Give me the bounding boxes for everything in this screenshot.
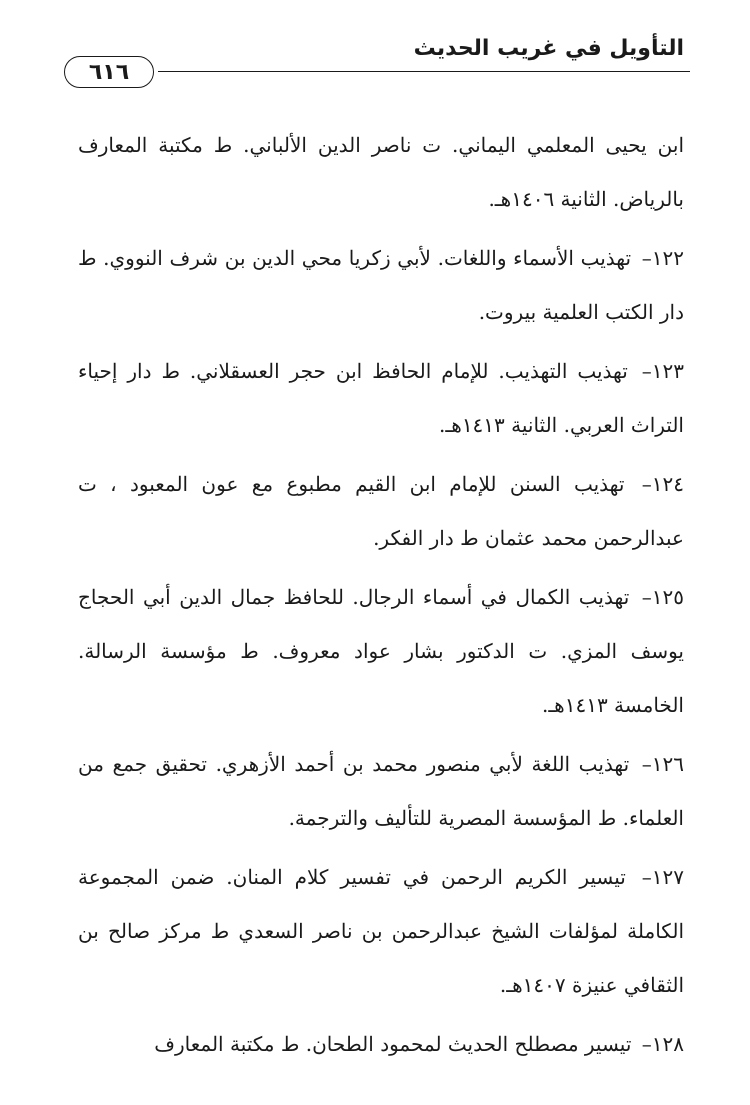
entry-text: تهذيب السنن للإمام ابن القيم مطبوع مع عون المعبود ، ت عبدالرحمن محمد عثمان ط دار الفكر. (78, 472, 684, 550)
entry-text: ابن يحيى المعلمي اليماني. ت ناصر الدين الألباني. ط مكتبة المعارف بالرياض. الثانية ١٤٠٦هـ. (78, 133, 684, 211)
entry-text: تيسير الكريم الرحمن في تفسير كلام المنان. ضمن المجموعة الكاملة لمؤلفات الشيخ عبدالرحمن بن ناصر السعدي ط مركز صالح بن الثقافي عنيزة ١٤٠٧هـ. (78, 865, 684, 997)
entry-text: تهذيب الأسماء واللغات. لأبي زكريا محي الدين بن شرف النووي. ط دار الكتب العلمية بيروت. (78, 246, 684, 324)
running-title: التأويل في غريب الحديث (413, 36, 684, 61)
bibliography-entry-126 (78, 737, 684, 845)
entry-number: ١٢٨– (641, 1032, 684, 1056)
entry-text: تهذيب الكمال في أسماء الرجال. للحافظ جمال الدين أبي الحجاج يوسف المزي. ت الدكتور بشار عواد معروف. ط مؤسسة الرسالة. الخامسة ١٤١٣هـ. (78, 585, 684, 717)
page-number-badge (64, 56, 154, 88)
bibliography-entry-125 (78, 570, 684, 732)
page-number: ٦١٦ (88, 59, 130, 85)
bibliography-entry-127 (78, 850, 684, 1012)
entry-text: تهذيب اللغة لأبي منصور محمد بن أحمد الأزهري. تحقيق جمع من العلماء. ط المؤسسة المصرية للتأليف والترجمة. (78, 752, 684, 830)
entry-number: ١٢٥– (641, 585, 685, 609)
bibliography-entry-122 (78, 231, 684, 339)
entry-number: ١٢٢– (641, 246, 684, 270)
entry-number: ١٢٣– (641, 359, 684, 383)
bibliography-entry-continued (78, 118, 684, 226)
page-header (60, 30, 690, 94)
bibliography-entry-123 (78, 344, 684, 452)
header-rule (158, 71, 690, 72)
bibliography-list (78, 118, 684, 1076)
bibliography-entry-124 (78, 457, 684, 565)
bibliography-entry-128 (78, 1017, 684, 1071)
entry-number: ١٢٤– (641, 472, 685, 496)
entry-text: تيسير مصطلح الحديث لمحمود الطحان. ط مكتبة المعارف (154, 1032, 632, 1056)
entry-text: تهذيب التهذيب. للإمام الحافظ ابن حجر العسقلاني. ط دار إحياء التراث العربي. الثانية ١٤١٣هـ. (78, 359, 684, 437)
entry-number: ١٢٧– (641, 865, 685, 889)
entry-number: ١٢٦– (641, 752, 685, 776)
